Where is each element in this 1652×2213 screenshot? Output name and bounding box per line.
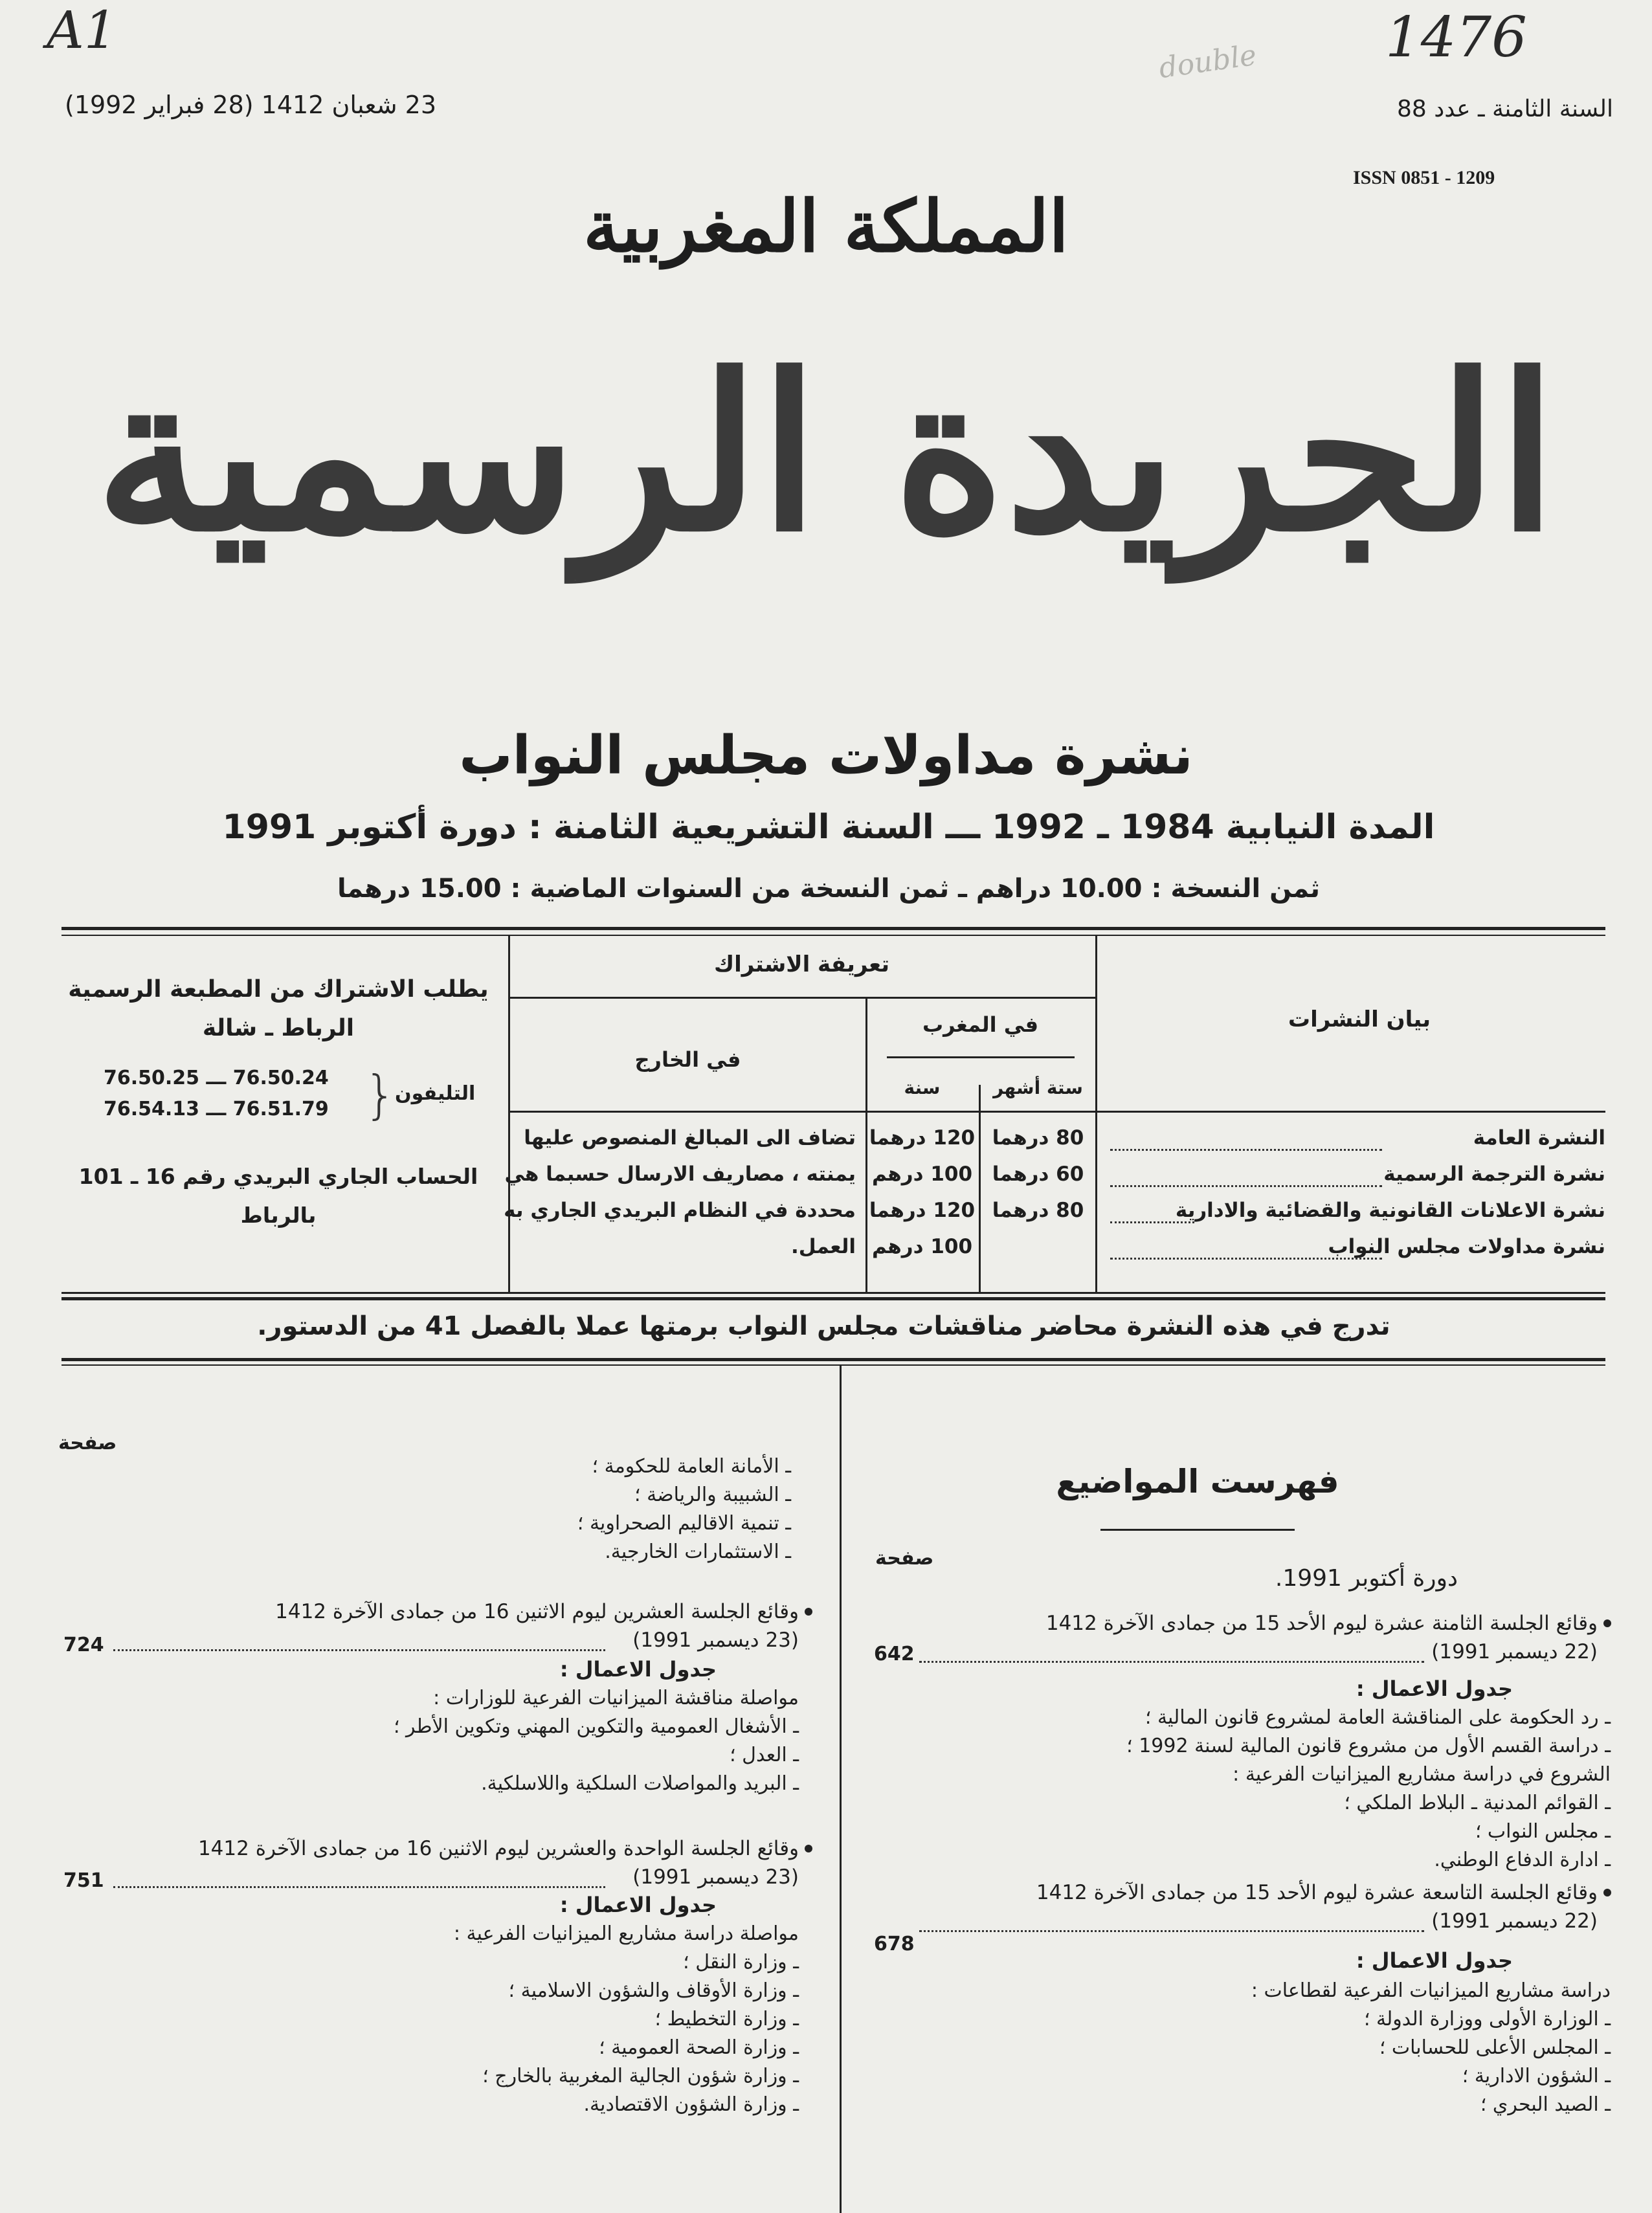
session-19-item: دراسة مشاريع الميزانيات الفرعية لقطاعات : — [1251, 1979, 1611, 2002]
year-header: سنة — [904, 1077, 941, 1098]
phone-2: 76.51.79 ـــ 76.54.13 — [104, 1098, 329, 1120]
abroad-text-2: يمنته ، مصاريف الارسال حسبما هي — [504, 1162, 856, 1186]
annotation-top-left: A1 — [47, 0, 117, 60]
session-21-item: ـ وزارة الصحة العمومية ؛ — [599, 2036, 799, 2059]
pub-name-3: نشرة الاعلانات القانونية والقضائية والادارية — [1175, 1199, 1605, 1222]
contact-line-2: الرباط ـ شالة — [202, 1015, 355, 1041]
session-21-agenda: جدول الاعمال : — [559, 1893, 717, 1917]
year-3: 120 درهما — [869, 1199, 976, 1222]
bulletin-subtitle: نشرة مداولات مجلس النواب — [459, 725, 1193, 786]
table-top-border — [61, 927, 1605, 930]
session-21-item: ـ وزارة النقل ؛ — [683, 1951, 799, 1974]
session-20-item: ـ البريد والمواصلات السلكية واللاسلكية. — [481, 1772, 799, 1795]
contact-line-1: يطلب الاشتراك من المطبعة الرسمية — [68, 976, 489, 1003]
session-20-title: وقائع الجلسة العشرين ليوم الاثنين 16 من جمادى الآخرة 1412 — [275, 1600, 799, 1623]
issue-number: السنة الثامنة ـ عدد 88 — [1396, 96, 1613, 122]
session-19-dots — [919, 1930, 1424, 1932]
session-21-item: ـ وزارة التخطيط ؛ — [654, 2008, 799, 2030]
session-title: دورة أكتوبر 1991. — [1275, 1565, 1458, 1592]
six-months-2: 60 درهما — [992, 1162, 1084, 1186]
session-21-item: ـ وزارة الأوقاف والشؤون الاسلامية ؛ — [508, 1979, 799, 2002]
postal-account: الحساب الجاري البريدي رقم 16 ـ 101 — [78, 1164, 478, 1189]
session-21-title: وقائع الجلسة الواحدة والعشرين ليوم الاثنين 16 من جمادى الآخرة 1412 — [197, 1837, 799, 1860]
phone-brace: } — [364, 1065, 397, 1125]
left-pre-item: ـ تنمية الاقاليم الصحراوية ؛ — [577, 1512, 791, 1535]
column-divider — [840, 1366, 842, 2213]
annotation-top-right: 1476 — [1385, 5, 1527, 70]
abroad-text-4: العمل. — [791, 1235, 856, 1258]
issue-date: 23 شعبان 1412 (28 فبراير 1992) — [65, 91, 437, 119]
session-21-date: (23 ديسمبر 1991) — [632, 1865, 799, 1889]
abroad-text-1: تضاف الى المبالغ المنصوص عليها — [524, 1126, 856, 1150]
page-label-left: صفحة — [58, 1432, 117, 1454]
gazette-title: الجريدة الرسمية — [95, 328, 1557, 579]
price-line: ثمن النسخة : 10.00 دراهم ـ ثمن النسخة من السنوات الماضية : 15.00 درهما — [337, 874, 1320, 904]
morocco-bracket — [887, 1056, 1075, 1058]
session-19-item: ـ الشؤون الادارية ؛ — [1462, 2065, 1611, 2087]
left-pre-item: ـ الشبيبة والرياضة ؛ — [634, 1484, 791, 1506]
morocco-header: في المغرب — [922, 1012, 1039, 1037]
year-1: 120 درهما — [869, 1126, 976, 1150]
session-20-date: (23 ديسمبر 1991) — [632, 1629, 799, 1652]
tariff-year-divider — [979, 1085, 981, 1292]
page-label-right: صفحة — [875, 1547, 934, 1570]
session-18-dots — [919, 1661, 1424, 1663]
year-2: 100 درهم — [871, 1162, 973, 1186]
six-months-1: 80 درهما — [992, 1126, 1084, 1150]
six-months-3: 80 درهما — [992, 1199, 1084, 1222]
phone-label: التليفون — [395, 1082, 476, 1105]
session-20-item: ـ العدل ؛ — [730, 1744, 799, 1766]
tariff-subheader-rule — [508, 1111, 1605, 1113]
session-21-page: 751 — [63, 1869, 104, 1892]
phone-1: 76.50.24 ـــ 76.50.25 — [104, 1067, 329, 1089]
abroad-header: في الخارج — [634, 1047, 741, 1072]
session-20-dots — [113, 1649, 605, 1651]
notice-bottom-border — [61, 1358, 1605, 1361]
session-18-item: الشروع في دراسة مشاريع الميزانيات الفرعية : — [1233, 1763, 1611, 1786]
left-pre-item: ـ الاستثمارات الخارجية. — [605, 1540, 791, 1563]
session-20-item: ـ الأشغال العمومية والتكوين المهني وتكوين الأطر ؛ — [393, 1715, 799, 1738]
table-top-border-2 — [61, 935, 1605, 936]
pub-name-4: نشرة مداولات مجلس النواب — [1328, 1235, 1605, 1258]
session-20-agenda: جدول الاعمال : — [559, 1657, 717, 1682]
six-months-header: ستة أشهر — [993, 1077, 1083, 1098]
session-18-title: وقائع الجلسة الثامنة عشرة ليوم الأحد 15 من جمادى الآخرة 1412 — [1045, 1612, 1598, 1635]
session-19-date: (22 ديسمبر 1991) — [1431, 1909, 1598, 1933]
pub-dots-2 — [1110, 1185, 1382, 1187]
annotation-faint: double — [1157, 38, 1259, 85]
session-20-item: مواصلة مناقشة الميزانيات الفرعية للوزارات : — [433, 1687, 799, 1709]
pub-dots-1 — [1110, 1149, 1382, 1151]
kingdom-name: المملكة المغربية — [583, 184, 1069, 268]
abroad-text-3: محددة في النظام البريدي الجاري به — [504, 1199, 856, 1222]
year-4: 100 درهم — [871, 1235, 973, 1258]
tariff-header-rule — [508, 997, 1095, 999]
session-18-agenda: جدول الاعمال : — [1356, 1676, 1513, 1701]
left-pre-item: ـ الأمانة العامة للحكومة ؛ — [592, 1455, 791, 1478]
publications-header: بيان النشرات — [1288, 1006, 1431, 1032]
session-18-item: ـ ادارة الدفاع الوطني. — [1434, 1849, 1611, 1871]
session-18-item: ـ مجلس النواب ؛ — [1475, 1820, 1611, 1843]
bullet-18 — [1603, 1619, 1611, 1627]
toc-title-underline — [1100, 1529, 1295, 1531]
session-18-item: ـ رد الحكومة على المناقشة العامة لمشروع قانون المالية ؛ — [1144, 1706, 1611, 1729]
bullet-19 — [1603, 1889, 1611, 1896]
session-18-item: ـ القوائم المدنية ـ البلاط الملكي ؛ — [1344, 1792, 1611, 1814]
toc-title: فهرست المواضيع — [1056, 1463, 1339, 1500]
tariff-right-border — [1095, 936, 1097, 1292]
pub-name-1: النشرة العامة — [1473, 1126, 1605, 1150]
session-21-dots — [113, 1886, 605, 1888]
session-21-item: ـ وزارة الشؤون الاقتصادية. — [583, 2093, 799, 2116]
pub-dots-3 — [1110, 1221, 1194, 1223]
table-bottom-border-2 — [61, 1297, 1605, 1300]
session-19-item: ـ الوزارة الأولى ووزارة الدولة ؛ — [1363, 2008, 1611, 2030]
session-19-page: 678 — [874, 1933, 915, 1955]
pub-name-2: نشرة الترجمة الرسمية — [1383, 1162, 1605, 1186]
session-20-page: 724 — [63, 1634, 104, 1656]
tariff-header: تعريفة الاشتراك — [713, 951, 890, 977]
session-21-item: ـ وزارة شؤون الجالية المغربية بالخارج ؛ — [482, 2065, 799, 2087]
session-18-item: ـ دراسة القسم الأول من مشروع قانون المالية لسنة 1992 ؛ — [1126, 1735, 1611, 1757]
term-line: المدة النيابية 1984 ـ 1992 ـــ السنة التشريعية الثامنة : دورة أكتوبر 1991 — [222, 808, 1435, 847]
postal-city: بالرباط — [240, 1203, 317, 1228]
bullet-20 — [805, 1608, 812, 1616]
table-bottom-border — [61, 1292, 1605, 1294]
notice-line: تدرج في هذه النشرة محاضر مناقشات مجلس النواب برمتها عملا بالفصل 41 من الدستور. — [257, 1311, 1390, 1341]
session-19-agenda: جدول الاعمال : — [1356, 1948, 1513, 1973]
issn: ISSN 0851 - 1209 — [1353, 167, 1495, 188]
session-19-title: وقائع الجلسة التاسعة عشرة ليوم الأحد 15 من جمادى الآخرة 1412 — [1036, 1881, 1598, 1904]
pub-dots-4 — [1110, 1258, 1382, 1260]
session-19-item: ـ المجلس الأعلى للحسابات ؛ — [1379, 2036, 1611, 2059]
session-19-item: ـ الصيد البحري ؛ — [1480, 2093, 1611, 2116]
bullet-21 — [805, 1845, 812, 1852]
session-21-item: مواصلة دراسة مشاريع الميزانيات الفرعية : — [453, 1922, 799, 1945]
tariff-left-border — [508, 936, 510, 1292]
notice-bottom-border-2 — [61, 1364, 1605, 1366]
session-18-page: 642 — [874, 1643, 915, 1665]
session-18-date: (22 ديسمبر 1991) — [1431, 1640, 1598, 1663]
